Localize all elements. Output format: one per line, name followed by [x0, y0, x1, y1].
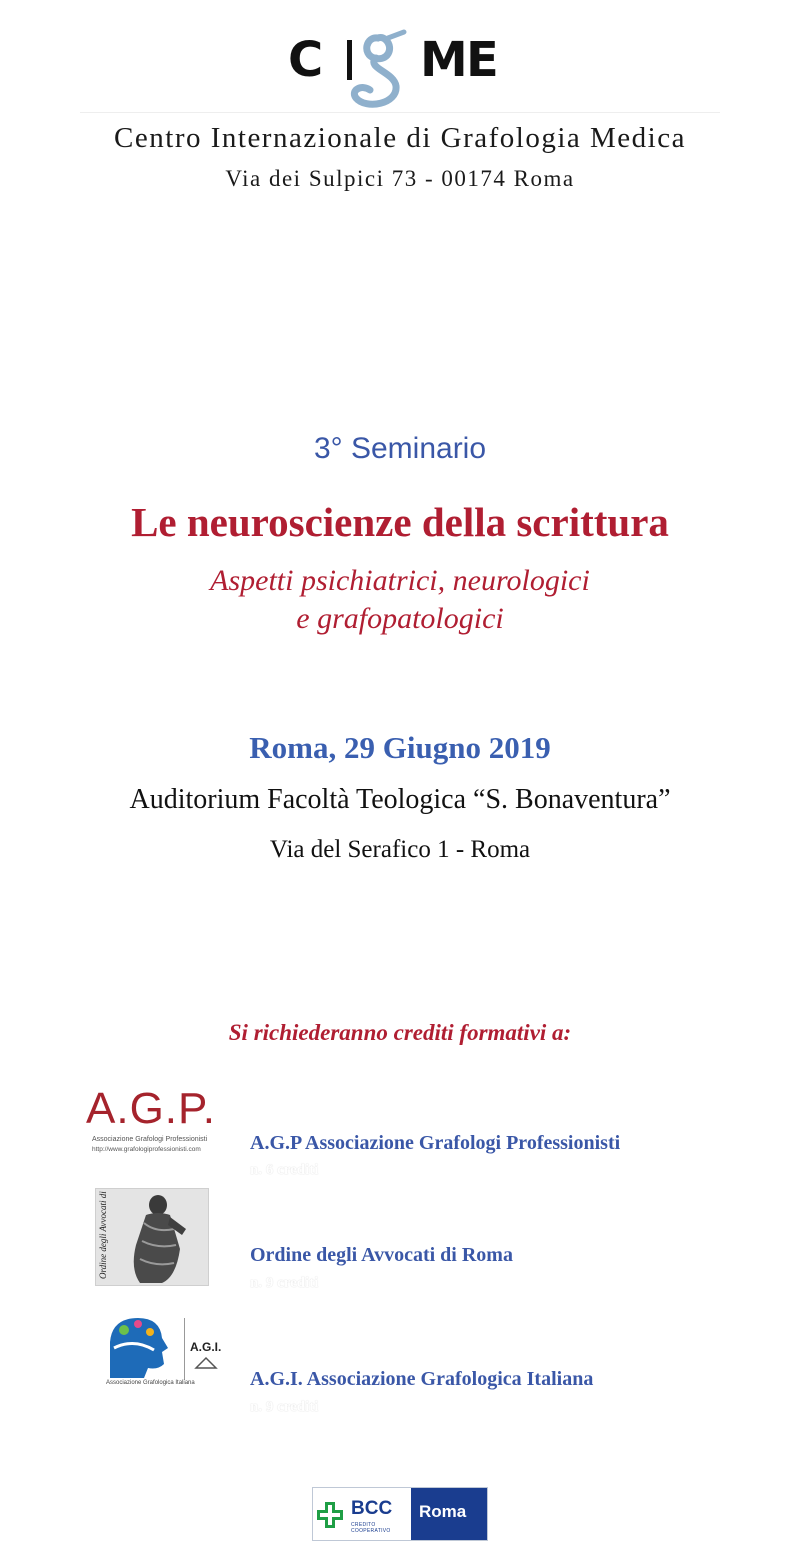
credits-heading: Si richiederanno crediti formativi a:: [228, 1020, 572, 1045]
cigme-logo-mark: [270, 18, 530, 118]
svg-text:M: M: [420, 32, 468, 88]
agp-logo-text: A.G.P.: [86, 1084, 216, 1133]
agp-logo: [80, 1078, 242, 1160]
svg-text:E: E: [466, 32, 499, 88]
ordine-avvocati-logo-text: Ordine degli Avvocati di Roma: [98, 1189, 108, 1279]
event-date: Roma, 29 Giugno 2019: [249, 730, 551, 765]
svg-text:C: C: [288, 32, 324, 88]
org-name: Centro Internazionale di Grafologia Medica: [114, 122, 686, 154]
statue-icon: [96, 1189, 208, 1285]
cigme-logo: [270, 18, 530, 118]
ordine-avvocati-credits: n. 9 crediti: [250, 1275, 319, 1291]
ordine-avvocati-logo: [95, 1188, 209, 1286]
seminar-subtitle-line2: e grafopatologici: [296, 602, 504, 635]
bcc-text: BCC: [351, 1498, 393, 1519]
agp-logo-subtext: Associazione Grafologi Professionisti: [92, 1136, 208, 1143]
seminar-subtitle-line1: Aspetti psichiatrici, neurologici: [210, 564, 590, 597]
seminar-subtitle: [0, 562, 800, 638]
bcc-roma-text: Roma: [419, 1502, 467, 1521]
bcc-subtext: CREDITO COOPERATIVO: [351, 1522, 391, 1534]
venue-address: Via del Serafico 1 - Roma: [269, 836, 531, 863]
bcc-roma-logo: [312, 1487, 488, 1541]
bcc-logo-left: [313, 1488, 411, 1540]
agi-logo: [104, 1312, 222, 1394]
org-address: Via dei Sulpici 73 - 00174 Roma: [225, 166, 575, 191]
venue-name: Auditorium Facoltà Teologica “S. Bonaventura”: [129, 784, 671, 815]
bcc-cross-icon: [313, 1488, 349, 1540]
agi-credits: n. 9 crediti: [250, 1399, 319, 1415]
seminar-title: Le neuroscienze della scrittura: [131, 499, 669, 545]
agi-org-name: A.G.I. Associazione Grafologica Italiana: [250, 1368, 594, 1390]
agi-logo-subtext: Associazione Grafologica Italiana: [106, 1380, 195, 1386]
ordine-avvocati-org-name: Ordine degli Avvocati di Roma: [250, 1244, 513, 1266]
header-divider: [80, 112, 720, 113]
agp-logo-url: http://www.grafologiprofessionisti.com: [92, 1146, 201, 1153]
agp-credits: n. 6 crediti: [250, 1162, 319, 1178]
agp-org-name: A.G.P Associazione Grafologi Professionisti: [250, 1132, 621, 1154]
agi-logo-text: A.G.I.: [190, 1340, 222, 1354]
seminar-number: 3° Seminario: [313, 432, 487, 465]
